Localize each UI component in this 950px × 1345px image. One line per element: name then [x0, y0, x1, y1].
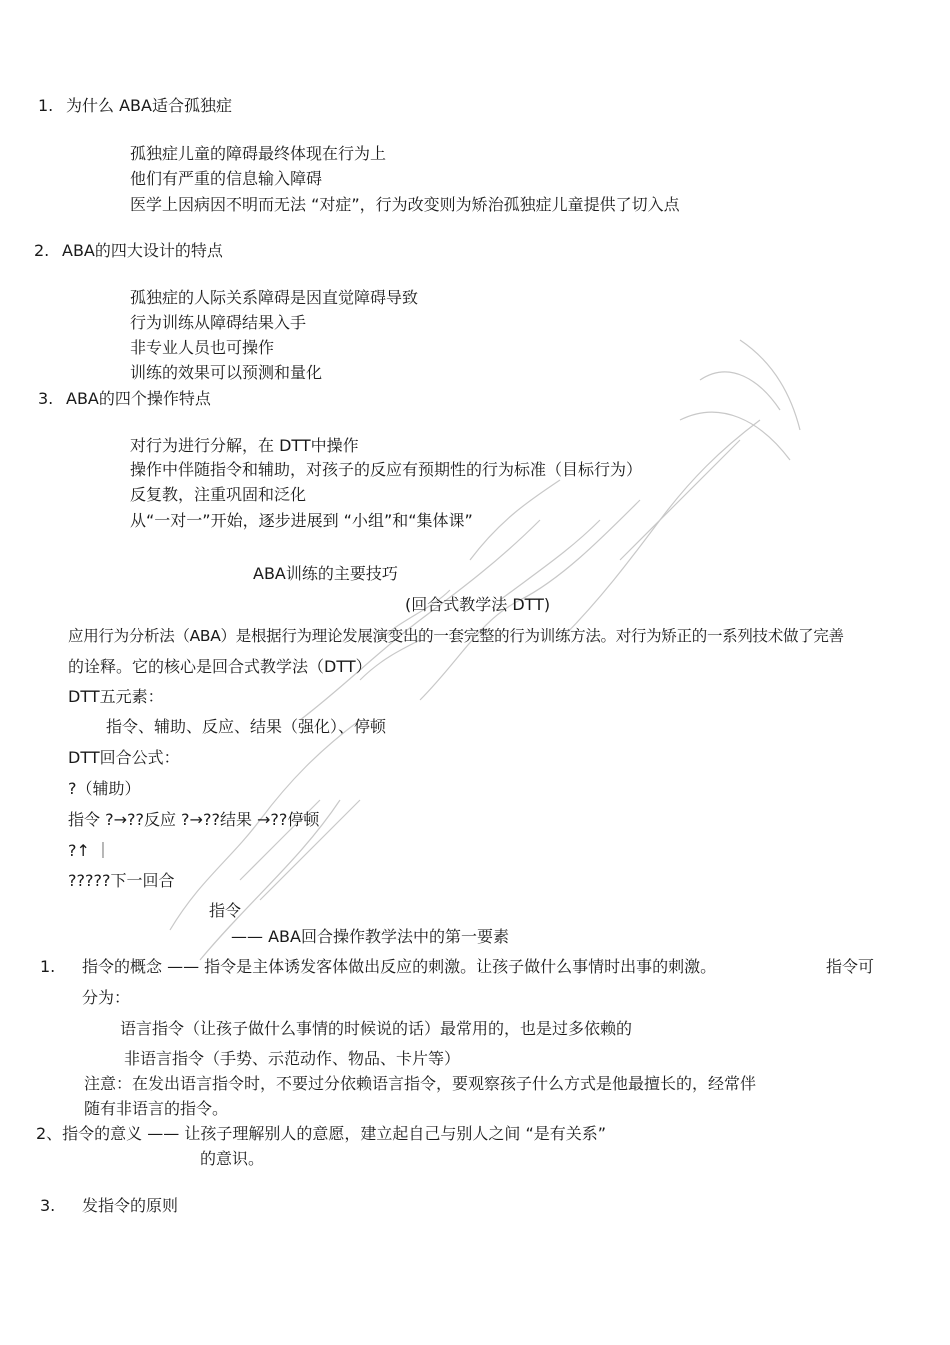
section2-item: 非专业人员也可操作: [130, 338, 275, 357]
intro-paragraph-line: 应用行为分析法（ABA）是根据行为理论发展演变出的一套完整的行为训练方法。对行为矫正的一系列技术做了完善: [68, 627, 844, 645]
instruction-meaning-line: 的意识。: [200, 1149, 265, 1168]
formula-line: ?????下一回合: [68, 871, 175, 890]
section3-item: 从“一对一”开始，逐步进展到 “小组”和“集体课”: [130, 511, 473, 530]
section1-item: 医学上因病因不明而无法 “对症”，行为改变则为矫治孤独症儿童提供了切入点: [130, 195, 680, 214]
instruction-concept-line: 指令的概念 —— 指令是主体诱发客体做出反应的刺激。让孩子做什么事情时出事的刺激。: [82, 957, 717, 976]
intro-paragraph-line: 的诠释。它的核心是回合式教学法（DTT）: [68, 657, 372, 676]
part3-item3-number: 3.: [40, 1196, 56, 1215]
note-line: 注意：在发出语言指令时，不要过分依赖语言指令，要观察孩子什么方式是他最擅长的，经常伴: [84, 1074, 757, 1093]
section3-number: 3.: [38, 389, 54, 408]
instruction-principles-title: 发指令的原则: [82, 1196, 179, 1215]
part3-title: 指令: [209, 901, 242, 920]
section2-title: ABA的四大设计的特点: [62, 241, 223, 260]
note-line: 随有非语言的指令。: [84, 1099, 229, 1118]
part3-item1-number: 1.: [40, 957, 56, 976]
verbal-instruction: 语言指令（让孩子做什么事情的时候说的话）最常用的，也是过多依赖的: [120, 1019, 633, 1038]
section2-item: 行为训练从障碍结果入手: [130, 313, 307, 332]
formula-line: ?↑ ｜: [68, 841, 111, 860]
section2-item: 训练的效果可以预测和量化: [130, 363, 323, 382]
formula-line: ?（辅助）: [68, 779, 141, 798]
section2-number: 2.: [34, 241, 50, 260]
part2-subtitle: (回合式教学法 DTT): [405, 595, 551, 614]
instruction-concept-line: 分为：: [82, 988, 131, 1007]
section3-item: 操作中伴随指令和辅助，对孩子的反应有预期性的行为标准（目标行为）: [130, 460, 643, 479]
part3-subtitle: —— ABA回合操作教学法中的第一要素: [231, 927, 509, 946]
section3-title: ABA的四个操作特点: [66, 389, 211, 408]
formula-line: 指令 ?→??反应 ?→??结果 →??停顿: [68, 810, 320, 829]
section3-item: 反复教，注重巩固和泛化: [130, 485, 307, 504]
section1-title: 为什么 ABA适合孤独症: [66, 96, 232, 115]
formula-label: DTT回合公式：: [68, 748, 180, 767]
instruction-concept-line-end: 指令可: [826, 957, 875, 976]
part2-title: ABA训练的主要技巧: [253, 564, 398, 583]
instruction-meaning-line: 2、指令的意义 —— 让孩子理解别人的意愿，建立起自己与别人之间 “是有关系”: [36, 1124, 607, 1143]
section1-item: 孤独症儿童的障碍最终体现在行为上: [130, 144, 387, 163]
section1-item: 他们有严重的信息输入障碍: [130, 169, 323, 188]
section3-item: 对行为进行分解，在 DTT中操作: [130, 436, 359, 455]
five-elements-list: 指令、辅助、反应、结果（强化）、停顿: [106, 717, 387, 736]
five-elements-label: DTT五元素：: [68, 687, 164, 706]
section1-number: 1.: [38, 96, 54, 115]
nonverbal-instruction: 非语言指令（手势、示范动作、物品、卡片等）: [124, 1049, 461, 1068]
section2-item: 孤独症的人际关系障碍是因直觉障碍导致: [130, 288, 419, 307]
